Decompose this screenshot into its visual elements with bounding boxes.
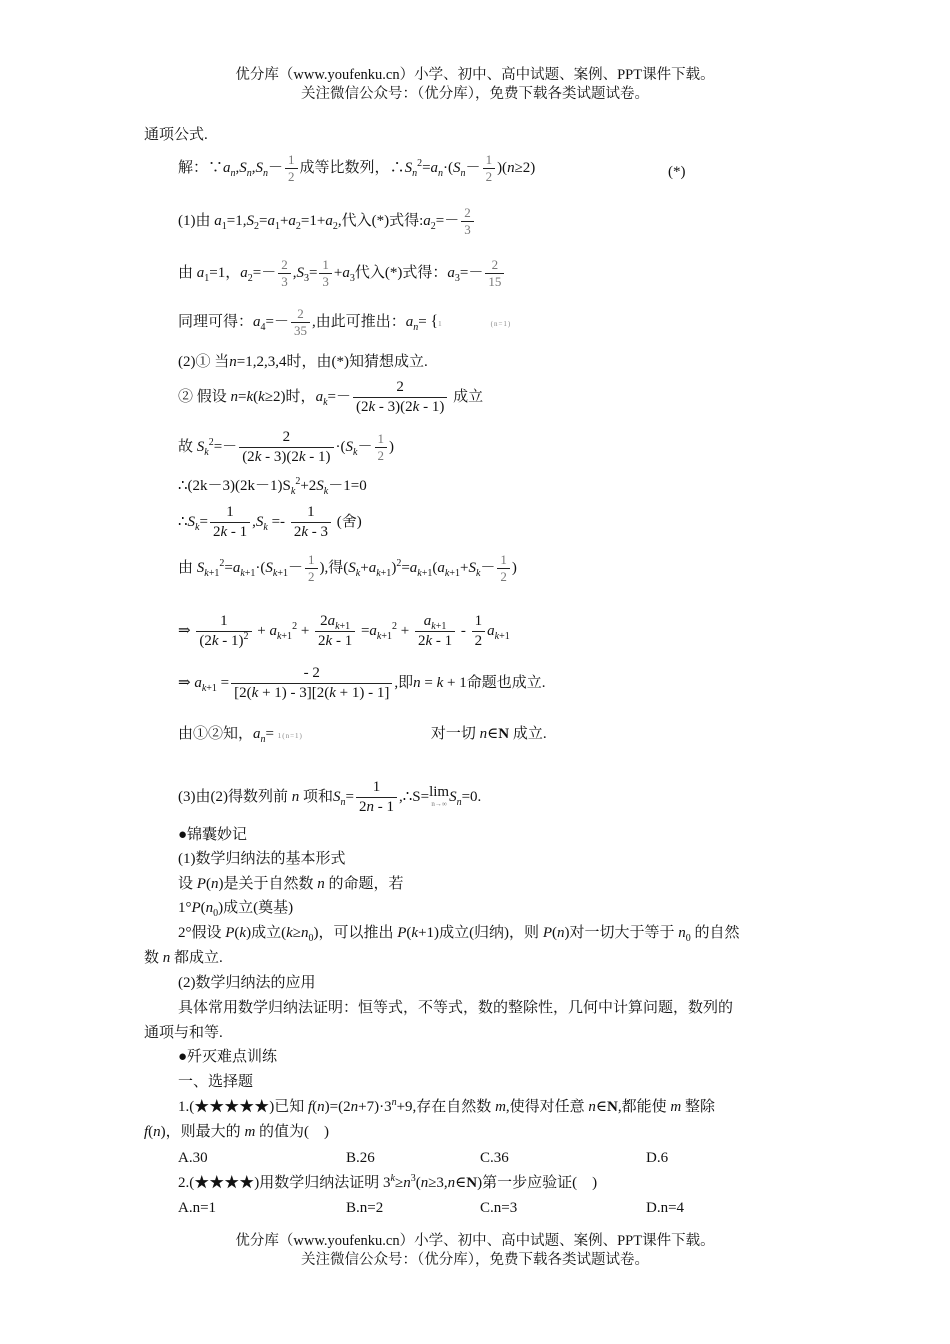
jinnang-6: (2)数学归纳法的应用 <box>178 975 316 991</box>
q2-option-b: B.n=2 <box>346 1200 384 1216</box>
q1-option-a: A.30 <box>178 1150 208 1166</box>
q1-option-d: D.6 <box>646 1150 669 1166</box>
section-heading: 一、选择题 <box>178 1074 254 1090</box>
star-mark: (*) <box>668 164 686 180</box>
training-heading: ●歼灭难点训练 <box>178 1049 278 1065</box>
part2-line-3: 故 $S_k^2=-$ $\frac{2}{(2k - 3)(2k - 1)}$ $\cdot(S_k-$ $\frac{1}{2}$ ) <box>178 429 394 465</box>
part2-line-5: $\therefore S_k=$ $\frac{1}{2k - 1}$ $,S_k$ =- $\frac{1}{2k - 3}$ (舍) <box>178 504 362 540</box>
jinnang-2: 设 P(n)是关于自然数 n 的命题，若 <box>178 876 404 892</box>
jinnang-4: 2°假设 P(k)成立$(k\ge n_0)$，可以推出 P(k+1)成立(归纳)，则 P(n)对一切大于等于 $n_0$ 的自然 <box>178 925 740 944</box>
part1-line-2: 由 $a_1=1$，$a_2=-$ $\frac{2}{3}$ $,S_3=$ $\frac{1}{3}$ $+a_3$代入(*)式得：$a_3=-$ $\frac{2}{15}$ <box>178 257 506 290</box>
jinnang-1: (1)数学归纳法的基本形式 <box>178 851 346 867</box>
question-1: 1.(★★★★★)已知 $f(n)=(2n+7)\cdot 3^n+9$,存在自然数 m,使得对任意 n∈N,都能使 m 整除 <box>178 1097 715 1115</box>
part1-line: (1)由 $a_1=1,S_2=a_1+a_2=1+a_2$,代入(*)式得$:a_2=-$ $\frac{2}{3}$ <box>178 205 476 238</box>
header-line-1: 优分库（www.youfenku.cn）小学、初中、高中试题、案例、PPT课件下载。 <box>235 67 715 83</box>
question-1-cont: f(n)，则最大的 m 的值为( ) <box>144 1124 330 1140</box>
jinnang-7: 具体常用数学归纳法证明：恒等式，不等式，数的整除性，几何中计算问题，数列的 <box>178 1000 734 1016</box>
part2-line-8: ⇒ $a_{k+1}$ = $\frac{- 2}{[2(k + 1) - 3][2(k + 1) - 1]}$ ,即n = k + 1命题也成立. <box>178 665 546 701</box>
q2-option-d: D.n=4 <box>646 1200 685 1216</box>
q2-option-a: A.n=1 <box>178 1200 217 1216</box>
part1-line-3: 同理可得：$a_4=-$ $\frac{2}{35}$ ,由此可推出：$a_n= \{1$ (n=1) <box>178 306 512 338</box>
page-footer <box>0 1232 950 1270</box>
q2-option-c: C.n=3 <box>480 1200 518 1216</box>
solution-line: 解：$\because a_n,S_n,S_n-$ $\frac{1}{2}$ 成等比数列，$\therefore S_n^2=a_n\cdot(S_n-$ $\frac{1}{2}$ )(n≥2) <box>178 152 536 184</box>
part2-conclusion: 由①②知，$a_n= 1(n=1)$ 对一切 n∈N 成立. <box>178 726 547 745</box>
limit: lim n→∞ <box>429 783 450 808</box>
part2-line-4: $\therefore(2k-3)(2k-1)S_k^2+2S_k-1=0$ <box>178 476 367 497</box>
part3-line: (3)由(2)得数列前 n 项和$S_n=$ $\frac{1}{2n - 1}$ ,∴S= lim n→∞ $S_n=0$. <box>178 779 482 815</box>
question-2: 2.(★★★★)用数学归纳法证明 $3^k\ge n^3(n\ge 3,n\in N)$第一步应验证( ) <box>178 1173 598 1191</box>
part2-line-2: ② 假设 n=k(k≥2)时，$a_k=-$ $\frac{2}{(2k - 3)(2k - 1)}$ 成立 <box>178 379 484 415</box>
page-header <box>0 66 950 104</box>
part2-line-6: 由 $S_{k+1}^2=a_{k+1}\cdot(S_{k+1}-$ $\frac{1}{2}$ ),得$(S_k+a_{k+1})^2=a_{k+1}(a_{k+1}+S_k-$ $\frac{1}{2}$ ) <box>178 552 517 584</box>
header-line-2: 关注微信公众号：（优分库），免费下载各类试题试卷。 <box>301 86 649 102</box>
jinnang-5: 数 n 都成立. <box>144 950 223 966</box>
part2-line-7: ⇒ $\frac{1}{(2k - 1)^2}$ + $a_{k+1}^2$ + $\frac{2a_{k+1}}{2k - 1}$ $=a_{k+1}^2$ + $\frac{a_{k+1}}{2k - 1}$ - $\frac{1}{2}$ $a_{k+1}$ <box>178 613 510 649</box>
footer-line-1: 优分库（www.youfenku.cn）小学、初中、高中试题、案例、PPT课件下载。 <box>235 1233 715 1249</box>
jinnang-heading: ●锦囊妙记 <box>178 827 248 843</box>
fraction: $\frac{1}{2}$ <box>285 152 298 185</box>
footer-line-2: 关注微信公众号：（优分库），免费下载各类试题试卷。 <box>301 1252 649 1268</box>
jinnang-8: 通项与和等. <box>144 1025 223 1041</box>
jinnang-3: $1^\circ P(n_0)$成立(奠基) <box>178 900 294 919</box>
part2-line-1: (2)① 当n=1,2,3,4时，由(*)知猜想成立. <box>178 354 428 370</box>
intro-line: 通项公式. <box>144 127 208 143</box>
q1-option-b: B.26 <box>346 1150 375 1166</box>
q1-option-c: C.36 <box>480 1150 509 1166</box>
